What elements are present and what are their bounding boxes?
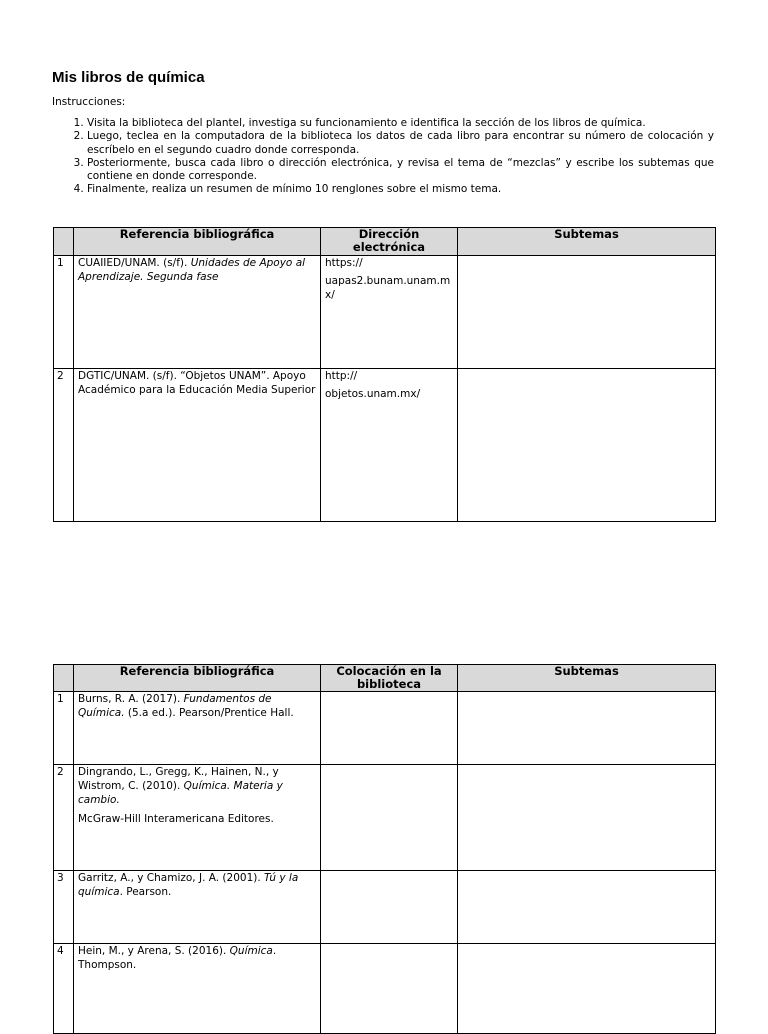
reference-title: Química [229,945,273,957]
table-row [54,692,716,765]
reference-cell [74,369,321,522]
subtopics-cell[interactable] [458,256,716,369]
row-number: 2 [54,765,74,871]
table-header-row [54,665,716,692]
reference-text: Burns, R. A. (2017). [78,693,184,705]
reference-title: Química. Materia y cambio. [78,779,283,806]
reference-title: Unidades de Apoyo al Aprendizaje. Segunda fase [78,257,306,283]
reference-tail: . Thompson. [78,945,277,971]
library-references-table [53,664,716,1034]
number-column-header [54,228,74,256]
web-references-table [53,227,716,522]
reference-text: Hein, M., y Arena, S. (2016). [78,945,230,957]
location-cell[interactable] [321,692,458,765]
reference-column-header: Referencia bibliográfica [74,665,321,692]
url-text[interactable]: https:// [325,257,363,269]
reference-cell [74,871,321,944]
instruction-step: 2. Luego, teclea en la computadora de la biblioteca los datos de cada libro para encontrar su número de colocación y escríbelo en el segundo cuadro donde corresponda. [87,130,714,157]
subtopics-column-header: Subtemas [458,228,716,256]
reference-text: Dingrando, L., Gregg, K., Hainen, N., y Wistrom, C. (2010). [78,766,279,792]
instructions-list [52,117,714,197]
url-cell[interactable] [321,256,458,369]
table-row [54,944,716,1034]
table-row [54,369,716,522]
reference-cell [74,765,321,871]
location-column-header: Colocación en la biblioteca [321,665,458,692]
table-header-row [54,228,716,256]
publisher-text: McGraw-Hill Interamericana Editores. [78,813,274,826]
subtopics-cell[interactable] [458,944,716,1034]
subtopics-cell[interactable] [458,871,716,944]
number-column-header [54,665,74,692]
reference-tail: . Pearson. [119,885,172,898]
location-cell[interactable] [321,871,458,944]
instruction-step: 1. Visita la biblioteca del plantel, investiga su funcionamiento e identifica la sección de los libros de química. [87,117,714,130]
row-number: 3 [54,871,74,944]
location-cell[interactable] [321,765,458,871]
instructions-label: Instrucciones: [52,96,126,108]
table-row [54,871,716,944]
instruction-step: 3. Posteriormente, busca cada libro o dirección electrónica, y revisa el tema de “mezclas” y escribe los subtemas que contiene en donde corresponde. [87,157,714,184]
url-cell[interactable] [321,369,458,522]
subtopics-cell[interactable] [458,765,716,871]
row-number: 1 [54,692,74,765]
url-column-header: Dirección electrónica [321,228,458,256]
row-number: 1 [54,256,74,369]
table-row [54,256,716,369]
reference-cell [74,944,321,1034]
page-title: Mis libros de química [52,69,205,86]
subtopics-column-header: Subtemas [458,665,716,692]
reference-cell [74,256,321,369]
reference-column-header: Referencia bibliográfica [74,228,321,256]
reference-text: DGTIC/UNAM. (s/f). “Objetos UNAM”. Apoyo Académico para la Educación Media Superior [78,370,316,396]
reference-title: Tú y la química [78,872,299,898]
reference-tail: (5.a ed.). Pearson/Prentice Hall. [124,706,294,719]
instruction-step: 4. Finalmente, realiza un resumen de mínimo 10 renglones sobre el mismo tema. [87,183,714,196]
location-cell[interactable] [321,944,458,1034]
row-number: 2 [54,369,74,522]
url-text[interactable]: uapas2.bunam.unam.mx/ [325,274,451,301]
reference-text: CUAIIED/UNAM. (s/f). [78,257,191,269]
subtopics-cell[interactable] [458,692,716,765]
url-text[interactable]: objetos.unam.mx/ [325,387,421,400]
row-number: 4 [54,944,74,1034]
url-text[interactable]: http:// [325,370,358,382]
table-row [54,765,716,871]
reference-text: Garritz, A., y Chamizo, J. A. (2001). [78,872,265,884]
reference-title: Fundamentos de Química. [78,693,272,719]
reference-cell [74,692,321,765]
subtopics-cell[interactable] [458,369,716,522]
